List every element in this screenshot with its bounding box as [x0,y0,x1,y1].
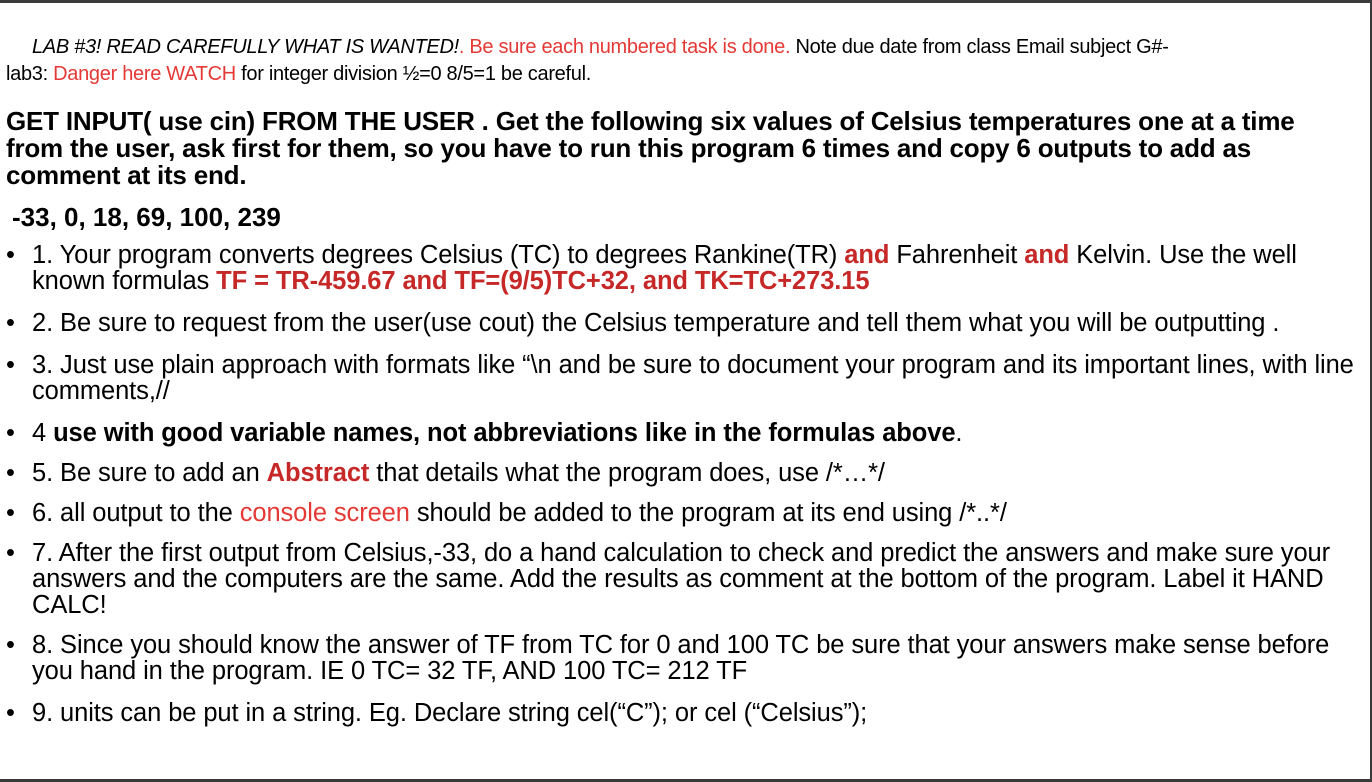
bullet-icon: • [6,459,15,487]
bullet-icon: • [6,241,15,269]
task-2-text: 2. Be sure to request from the user(use cout) the Celsius temperature and tell them what you will be outputting . [32,309,1280,337]
task-3-text: 3. Just use plain approach with formats like “\n and be sure to document your program and its important lines, with line comments,// [32,351,1354,405]
task-9-text: 9. units can be put in a string. Eg. Declare string cel(“C”); or cel (“Celsius”); [32,699,868,727]
abstract-keyword: Abstract [266,459,370,487]
top-border [0,0,1372,3]
task-7-text: 7. After the first output from Celsius,-33, do a hand calculation to check and predict the answers and make sure your answers and the computers are the same. Add the results as comment at the bottom of the program. Label it HAND CALC! [32,539,1331,619]
task-6-text-c: should be added to the program at its end using /*..*/ [409,499,1007,527]
task-6-text-a: 6. all output to the [32,499,240,527]
celsius-values: -33, 0, 18, 69, 100, 239 [12,202,281,232]
header-warning: . Be sure each numbered task is done. [458,36,791,58]
header-line-1 [6,34,1356,61]
console-screen-keyword: console screen [239,499,410,527]
task-item-9 [6,700,1356,726]
task-item-7 [6,540,1356,618]
task-item-6 [6,500,1356,526]
task-item-2 [6,310,1356,336]
task-1-and-2: and [1024,241,1070,269]
task-item-8 [6,632,1356,684]
lab-title: LAB #3! READ CAREFULLY WHAT IS WANTED! [32,36,459,58]
header-line-2 [6,61,1356,88]
header-lab3: lab3: [6,63,54,85]
task-item-1 [6,242,1356,294]
bullet-icon: • [6,309,15,337]
task-list [6,242,1356,726]
bullet-icon: • [6,631,15,659]
task-1-and-1: and [844,241,890,269]
task-4-number: 4 [32,419,54,447]
task-item-3 [6,352,1356,404]
danger-warning: Danger here WATCH [53,63,236,85]
task-4-bold-text: use with good variable names, not abbreviations like in the formulas above [53,419,956,447]
bullet-icon: • [6,499,15,527]
header-note: Note due date from class Email subject G#- [790,36,1169,58]
task-5-text-c: that details what the program does, use /*…*/ [369,459,885,487]
task-item-4 [6,420,1356,446]
bullet-icon: • [6,699,15,727]
bullet-icon: • [6,539,15,567]
task-1-formulas: TF = TR-459.67 and TF=(9/5)TC+32, and TK=TC+273.15 [216,267,870,295]
task-item-5 [6,460,1356,486]
integer-division-note: for integer division ½=0 8/5=1 be careful. [235,63,591,85]
task-1-text-e: Kelvin. Use the well known formulas [32,241,1297,295]
task-4-period: . [955,419,963,447]
task-5-text-a: 5. Be sure to add an [32,459,267,487]
task-8-text: 8. Since you should know the answer of TF from TC for 0 and 100 TC be sure that your answers make sense before you hand in the program. IE 0 TC= 32 TF, AND 100 TC= 212 TF [32,631,1330,685]
lab-header [6,34,1356,88]
task-1-text-a: 1. Your program converts degrees Celsius (TC) to degrees Rankine(TR) [32,241,845,269]
bullet-icon: • [6,351,15,379]
bullet-icon: • [6,419,15,447]
instructions-intro: GET INPUT( use cin) FROM THE USER . Get the following six values of Celsius temperatures one at a time from the user, ask first for them, so you have to run this program 6 times and copy 6 outputs to add as comment at its end. [6,106,1295,190]
task-1-text-c: Fahrenheit [889,241,1025,269]
